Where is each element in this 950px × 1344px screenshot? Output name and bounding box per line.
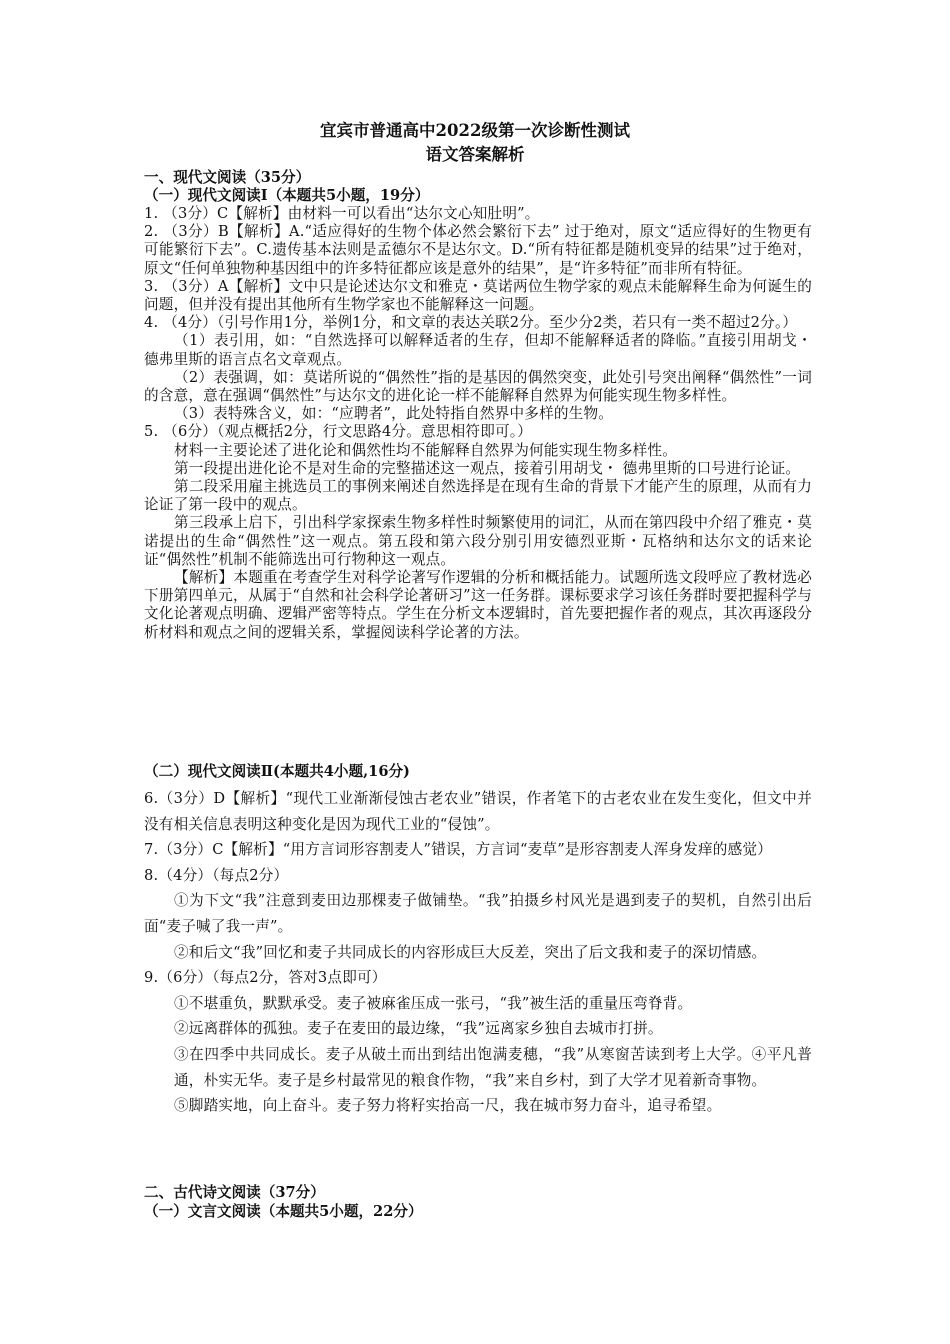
answer-q7: 7.（3分）C【解析】“用方言词形容割麦人”错误，方言词“麦草”是形容割麦人浑身发痒的感觉）: [144, 841, 772, 859]
answer-q9: 9.（6分）（每点2分，答对3点即可）: [144, 969, 387, 987]
answer-q5: 5. （6分）（观点概括2分，行文思路4分。意思相符即可。）: [144, 423, 533, 441]
answer-block-part-2: [144, 786, 812, 1119]
answer-q1: 1. （3分）C【解析】由材料一可以看出“达尔文心知肚明”。: [144, 205, 540, 222]
answer-q9-point-5: ⑤脚踏实地，向上奋斗。麦子努力将籽实抬高一尺，我在城市努力奋斗，追寻希望。: [174, 1097, 722, 1115]
answer-q5-paragraph-4: 第三段承上启下，引出科学家探索生物多样性时频繁使用的词汇，从而在第四段中介绍了雅克・莫诺提出的生命“偶然性”这一观点。第五段和第六段分别引用安德烈亚斯・瓦格纳和达尔文的话来论证“偶然性”机制不能筛选出可行物种这一观点。: [144, 514, 812, 568]
answer-q4: 4. （4分）（引号作用1分，举例1分，和文章的表达关联2分。至少分2类，若只有一类不超过2分。）: [144, 314, 798, 332]
answer-q9-point-2: ②远离群体的孤独。麦子在麦田的最边缘，“我”远离家乡独自去城市打拼。: [174, 1020, 663, 1038]
answer-q4-point-2: （2）表强调，如：莫诺所说的“偶然性”指的是基因的偶然突变，此处引号突出阐释“偶然性”一词的含意，意在强调“偶然性”与达尔文的进化论一样不能解释自然界为何能实现生物多样性。: [144, 368, 812, 405]
answer-q5-paragraph-1: 材料一主要论述了进化论和偶然性均不能解释自然界为何能实现生物多样性。: [174, 441, 677, 459]
answer-q9-point-3-4: ③在四季中共同成长。麦子从破土而出到结出饱满麦穗，“我”从寒窗苦读到考上大学。④平凡普通，朴实无华。麦子是乡村最常见的粮食作物，“我”来自乡村，到了大学才见着新奇事物。: [174, 1045, 812, 1089]
answer-q5-paragraph-2: 第一段提出进化论不是对生命的完整描述这一观点，接着引用胡戈・ 德弗里斯的口号进行论证。: [174, 459, 801, 477]
section-heading-modern-reading: 一、现代文阅读（35分）: [144, 169, 311, 186]
subsection-heading-classical-prose: （一）文言文阅读（本题共5小题，22分）: [144, 1203, 423, 1220]
answer-q4-point-1: （1）表引用，如：“自然选择可以解释适者的生存，但却不能解释适者的降临。”直接引用胡戈・德弗里斯的语言点名文章观点。: [144, 332, 812, 368]
document-title: 宜宾市普通高中2022级第一次诊断性测试: [320, 121, 630, 140]
answer-q8-point-2: ②和后文“我”回忆和麦子共同成长的内容形成巨大反差，突出了后文我和麦子的深切情感。: [174, 943, 767, 961]
answer-q3: 3. （3分）A【解析】文中只是论述达尔文和雅克・莫诺两位生物学家的观点未能解释生命为何诞生的问题，但并没有提出其他所有生物学家也不能解释这一问题。: [144, 277, 812, 314]
section-heading-classical-reading: 二、古代诗文阅读（37分）: [144, 1184, 325, 1201]
answer-q5-paragraph-3: 第二段采用雇主挑选员工的事例来阐述自然选择是在现有生命的背景下才能产生的原理，从而有力论证了第一段中的观点。: [144, 478, 812, 514]
answer-block-part-1: [144, 205, 812, 642]
answer-q4-point-3: （3）表特殊含义，如：“应聘者”，此处特指自然界中多样的生物。: [174, 405, 614, 423]
answer-q9-point-1: ①不堪重负，默默承受。麦子被麻雀压成一张弓，“我”被生活的重量压弯脊背。: [174, 994, 693, 1012]
subsection-heading-reading-1: （一）现代文阅读Ⅰ（本题共5小题，19分）: [144, 187, 430, 204]
answer-q6: 6.（3分）D【解析】“现代工业渐渐侵蚀古老农业”错误，作者笔下的古老农业在发生变化，但文中并没有相关信息表明这种变化是因为现代工业的“侵蚀”。: [144, 790, 812, 833]
subsection-heading-reading-2: （二）现代文阅读Ⅱ(本题共4小题,16分): [144, 763, 410, 780]
answer-q2: 2. （3分）B【解析】A.“适应得好的生物个体必然会繁衍下去” 过于绝对，原文“适应得好的生物更有可能繁衍下去”。C.遗传基本法则是孟德尔不是达尔文。D.“所有特征都是随机变异的结果”过于绝对，原文“任何单独物种基因组中的许多特征都应该是意外的结果”，是“许多特征”而非所有特征。: [144, 223, 812, 277]
answer-q5-analysis: 【解析】本题重在考查学生对科学论著写作逻辑的分析和概括能力。试题所选文段呼应了教材选必下册第四单元，从属于“自然和社会科学论著研习”这一任务群。课标要求学习该任务群时要把握科学与文化论著观点明确、逻辑严密等特点。学生在分析文本逻辑时，首先要把握作者的观点，其次再逐段分析材料和观点之间的逻辑关系，掌握阅读科学论著的方法。: [144, 569, 812, 641]
answer-q8-point-1: ①为下文“我”注意到麦田边那棵麦子做铺垫。“我”拍摄乡村风光是遇到麦子的契机，自然引出后面“麦子喊了我一声”。: [144, 892, 812, 935]
answer-q8: 8.（4分）（每点2分）: [144, 866, 289, 884]
document-subtitle: 语文答案解析: [425, 145, 525, 164]
